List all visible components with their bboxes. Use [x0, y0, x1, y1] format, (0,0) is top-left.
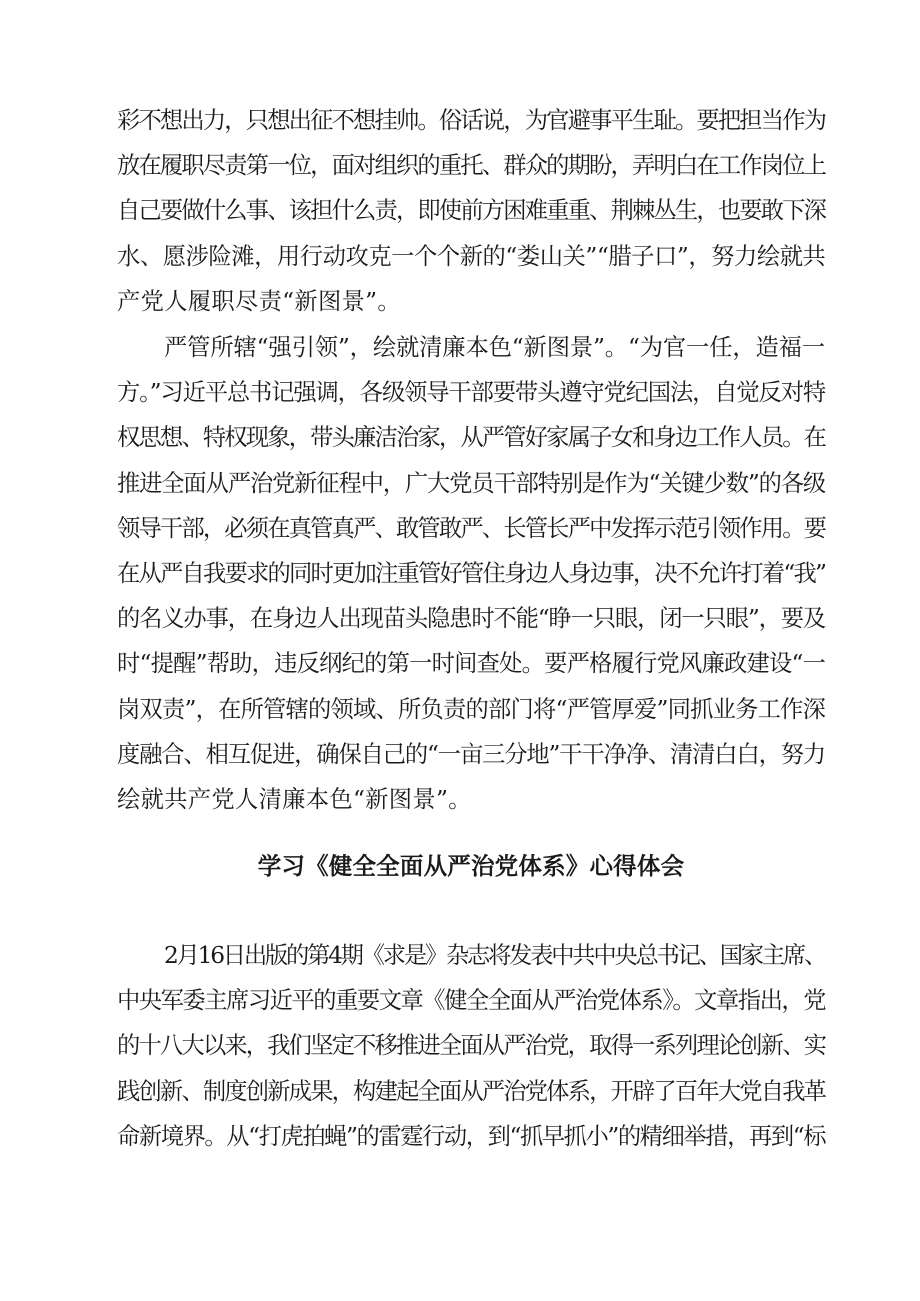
text-line: 绘就共产党人清廉本色“新图景”。 [117, 786, 472, 814]
text-line: 在从严自我要求的同时更加注重管好管住身边人身边事，决不允许打着“我” [117, 560, 826, 588]
text-line: 领导干部，必须在真管真严、敢管敢严、长管长严中发挥示范引领作用。要 [117, 514, 825, 542]
paragraph-duty [117, 98, 825, 324]
text-line: 中央军委主席习近平的重要文章《健全全面从严治党体系》。文章指出，党 [117, 987, 825, 1015]
text-line: 的名义办事，在身边人出现苗头隐患时不能“睁一只眼，闭一只眼”，要及 [117, 605, 825, 633]
text-line: 严管所辖“强引领”，绘就清廉本色“新图景”。“为官一任，造福一 [164, 334, 825, 361]
text-line: 践创新、制度创新成果，构建起全面从严治党体系，开辟了百年大党自我革 [117, 1077, 825, 1105]
section-heading-wrapper [117, 846, 825, 886]
text-line: 放在履职尽责第一位，面对组织的重托、群众的期盼，弄明白在工作岗位上 [117, 152, 825, 180]
text-line: 命新境界。从“打虎拍蝇”的雷霆行动，到“抓早抓小”的精细举措，再到“标 [117, 1122, 825, 1150]
paragraph-integrity [117, 325, 825, 822]
paragraph-text [117, 98, 825, 324]
text-line: 彩不想出力，只想出征不想挂帅。俗话说，为官避事平生耻。要把担当作为 [117, 107, 825, 134]
text-line: 度融合、相互促进，确保自己的“一亩三分地”干干净净、清清白白，努力 [117, 740, 825, 768]
text-line: 时“提醒”帮助，违反纲纪的第一时间查处。要严格履行党风廉政建设“一 [117, 650, 825, 678]
text-line: 2月16日出版的第4期《求是》杂志将发表中共中央总书记、国家主席、 [164, 942, 825, 969]
text-line: 产党人履职尽责“新图景”。 [117, 287, 401, 315]
paragraph-article-intro [117, 933, 825, 1159]
text-line: 权思想、特权现象，带头廉洁治家，从严管好家属子女和身边工作人员。在 [117, 424, 825, 452]
section-heading: 学习《健全全面从严治党体系》心得体会 [257, 852, 685, 880]
text-line: 推进全面从严治党新征程中，广大党员干部特别是作为“关键少数”的各级 [117, 469, 825, 497]
text-line: 岗双责”，在所管辖的领域、所负责的部门将“严管厚爱”同抓业务工作深 [117, 695, 825, 723]
text-line: 自己要做什么事、该担什么责，即使前方困难重重、荆棘丛生，也要敢下深 [117, 197, 825, 225]
text-line: 方。”习近平总书记强调，各级领导干部要带头遵守党纪国法，自觉反对特 [117, 379, 825, 407]
text-line: 水、愿涉险滩，用行动攻克一个个新的“娄山关”“腊子口”，努力绘就共 [117, 242, 826, 270]
paragraph-text [117, 933, 825, 1159]
text-line: 的十八大以来，我们坚定不移推进全面从严治党，取得一系列理论创新、实 [117, 1032, 825, 1060]
paragraph-text [117, 325, 825, 822]
